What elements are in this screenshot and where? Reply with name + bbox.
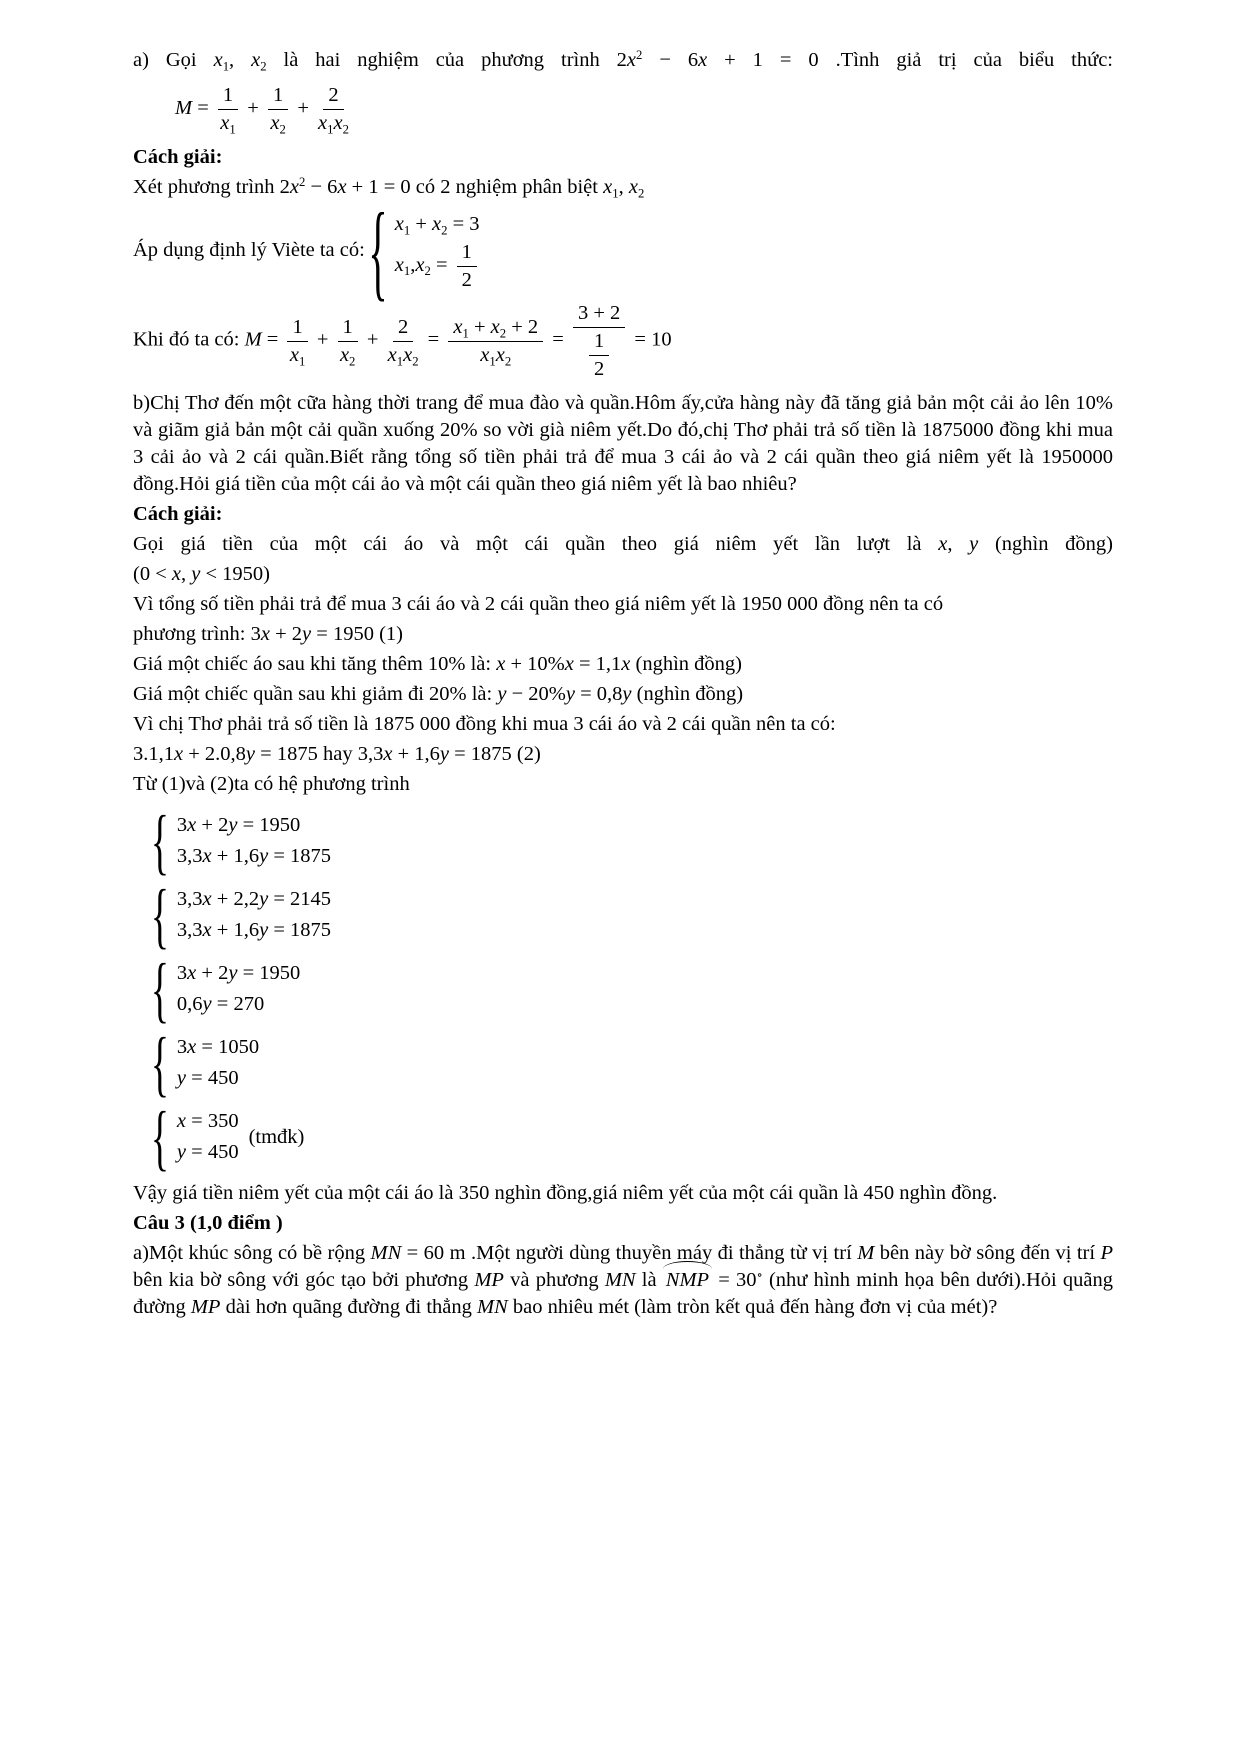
- cau-3-problem-statement: a)Một khúc sông có bề rộng MN = 60 m .Một người dùng thuyền máy đi thẳng từ vị trí M bên này bờ sông đến vị trí P bên kia bờ sông với góc tạo bởi phương MP và phương MN là NMP = 30∘ (như hình minh họa bên dưới).Hỏi quãng đường MP dài hơn quãng đường đi thẳng MN bao nhiêu mét (làm tròn kết quả đến hàng đơn vị của mét)?: [133, 1242, 1114, 1319]
- vi-tong-so-tien-line: Vì tổng số tiền phải trả để mua 3 cái áo và 2 cái quần theo giá niêm yết là 1950 000 đồng nên ta có: [133, 593, 944, 616]
- khi-do-formula: Khi đó ta có: M = $\frac{1}{x_1}$ + $\frac{1}{x_2}$ + $\frac{2}{x_1x_2}$ = $\frac{x_1 + x_2 + 2}{x_1x_2}$ = $\frac{3 + 2}{\frac{1}{2}}$ = 10: [133, 302, 672, 380]
- conclusion-line: Vậy giá tiền niêm yết của một cái áo là 350 nghìn đồng,giá niêm yết của một cái quần là 450 nghìn đồng.: [133, 1182, 998, 1205]
- solution-heading-b: Cách giải:: [133, 503, 223, 526]
- xet-phuong-trinh-line: Xét phương trình $2x^2 - 6x + 1 = 0$ có 2 nghiệm phân biệt $x_1$, $x_2$: [133, 175, 645, 201]
- tu-1-va-2-line: Từ (1)và (2)ta có hệ phương trình: [133, 773, 410, 796]
- goi-gia-tien-line: Gọi giá tiền của một cái áo và một cái quần theo giá niêm yết lần lượt là x, y (nghìn đồng): [133, 533, 1113, 556]
- phuong-trinh-1-line: phương trình: 3x + 2y = 1950 (1): [133, 623, 403, 646]
- system-row: 3,3x + 2,2y = 2145: [176, 888, 332, 911]
- document-page: [133, 44, 1113, 1324]
- equation-system-3: [147, 958, 1113, 1020]
- system-row: y = 450: [176, 1067, 239, 1090]
- system-note: (tmđk): [248, 1125, 305, 1148]
- equation-system-4: [147, 1032, 1113, 1094]
- system-row: 3x = 1050: [176, 1036, 260, 1059]
- system-row: 3,3x + 1,6y = 1875: [176, 919, 332, 942]
- left-brace-icon: [147, 1036, 173, 1090]
- solution-heading-a: Cách giải:: [133, 146, 223, 169]
- left-brace-icon: [365, 224, 391, 278]
- vi-chi-tho-line: Vì chị Thơ phải trả số tiền là 1875 000 đồng khi mua 3 cái áo và 2 cái quần nên ta có:: [133, 713, 836, 736]
- gia-quan-line: Giá một chiếc quần sau khi giảm đi 20% là: y − 20%y = 0,8y (nghìn đồng): [133, 683, 744, 706]
- viete-row-sum: $x_1 + x_2 = 3$: [394, 213, 480, 238]
- equation-system-1: [147, 810, 1113, 872]
- gia-ao-line: Giá một chiếc áo sau khi tăng thêm 10% là: x + 10%x = 1,1x (nghìn đồng): [133, 653, 742, 676]
- equation-2-line: 3.1,1x + 2.0,8y = 1875 hay 3,3x + 1,6y = 1875 (2): [133, 743, 541, 766]
- left-brace-icon: [147, 1110, 173, 1164]
- viete-row-product: $x_1,x_2$ = $\frac{1}{2}$: [395, 240, 481, 292]
- dieu-kien-line: (0 < x, y < 1950): [133, 563, 270, 586]
- left-brace-icon: [147, 814, 173, 868]
- system-row: 3x + 2y = 1950: [176, 814, 301, 837]
- problem-b-statement: b)Chị Thơ đến một cữa hàng thời trang để mua đào và quần.Hôm ấy,cửa hàng này đã tăng giả bản một cải ảo lên 10% và giãm giả bản một cải quần xuống 20% so vời già niêm yết.Do đó,chị Thơ phải trả số tiền là 1875000 đồng khi mua 3 cải ảo và 2 cái quần.Biết rằng tổng số tiền phải trả để mua 3 cái ảo và 2 cái quần theo giá niêm yết là 1950000 đồng.Hỏi giá tiền của một cái ảo và một cái quần theo giá niêm yết là bao nhiêu?: [133, 392, 1113, 496]
- system-row: 0,6y = 270: [176, 993, 265, 1016]
- equation-system-5: [147, 1106, 1113, 1168]
- problem-a-statement: a) Gọi $x_1$, $x_2$ là hai nghiệm của phương trình $2x^2 - 6x + 1 = 0$ .Tình giả trị của biểu thức:: [133, 48, 1114, 74]
- equation-system-2: [147, 884, 1113, 946]
- left-brace-icon: [147, 962, 173, 1016]
- cau-3-heading: Câu 3 (1,0 điểm ): [133, 1212, 283, 1235]
- system-row: x = 350: [176, 1110, 239, 1133]
- viete-label: Áp dụng định lý Viète ta có:: [133, 239, 365, 262]
- system-row: y = 450: [176, 1141, 239, 1164]
- m-formula: M = $\frac{1}{x_1}$ + $\frac{1}{x_2}$ + $\frac{2}{x_1x_2}$: [175, 84, 349, 137]
- system-row: 3x + 2y = 1950: [176, 962, 301, 985]
- left-brace-icon: [147, 888, 173, 942]
- viete-system-block: [133, 209, 1113, 292]
- system-row: 3,3x + 1,6y = 1875: [176, 845, 332, 868]
